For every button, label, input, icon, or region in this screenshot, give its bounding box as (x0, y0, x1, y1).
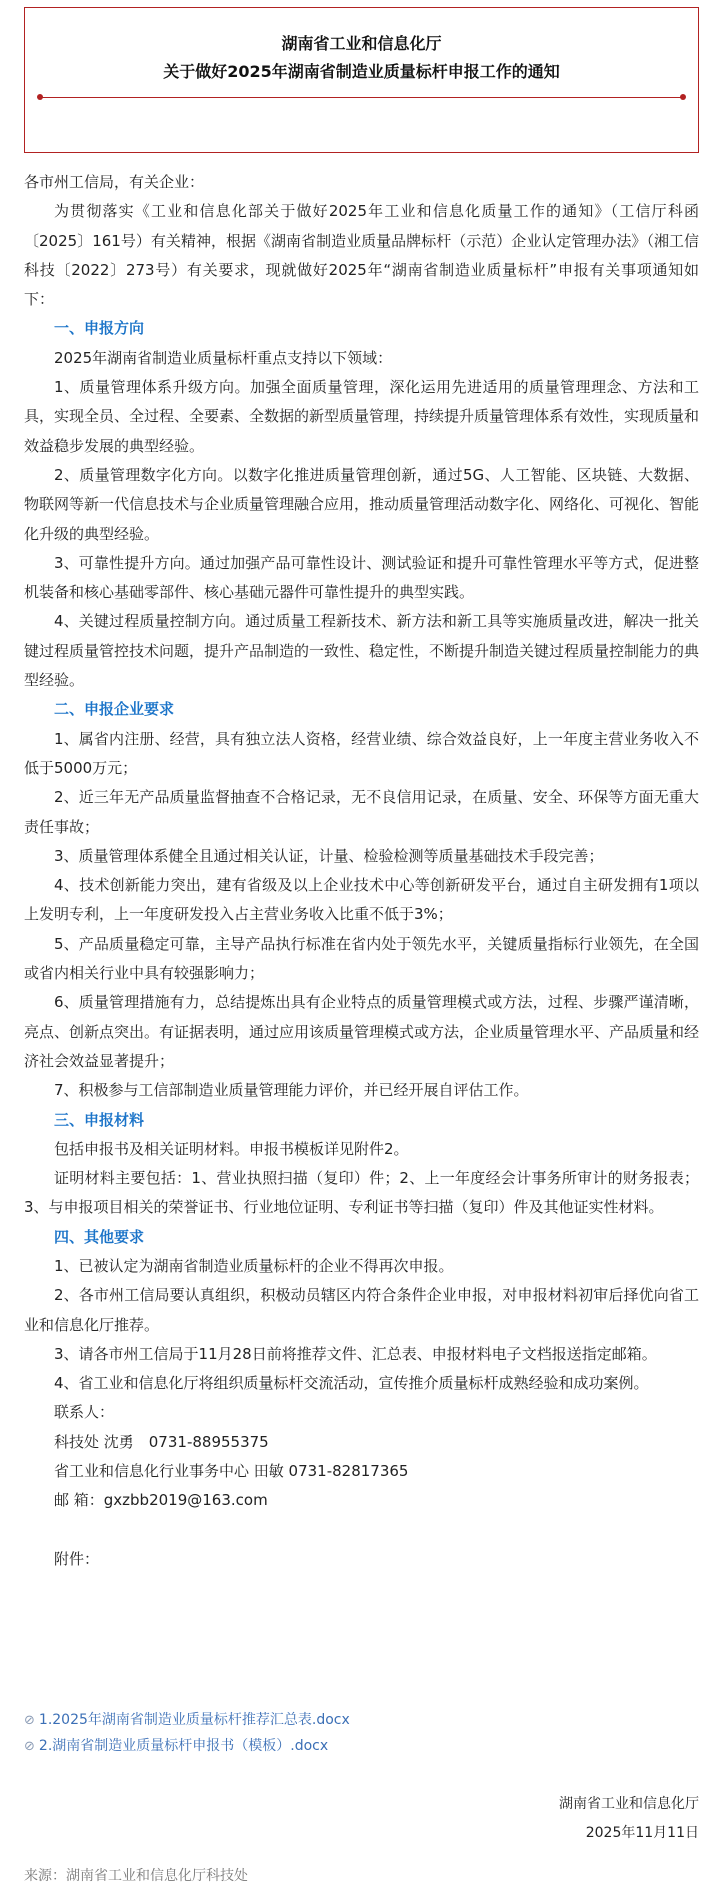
blank-line (24, 1516, 699, 1545)
section-3-item: 包括申报书及相关证明材料。申报书模板详见附件2。 (54, 1139, 409, 1158)
section-heading-4: 四、其他要求 (54, 1227, 145, 1246)
section-2-item: 7、积极参与工信部制造业质量管理能力评价，并已经开展自评估工作。 (54, 1081, 529, 1100)
signature-date: 2025年11月11日 (585, 1825, 699, 1841)
contact-1: 科技处 沈勇 0731-88955375 (54, 1432, 269, 1451)
signature-org: 湖南省工业和信息化厅 (559, 1796, 699, 1812)
section-1-item: 1、质量管理体系升级方向。加强全面质量管理，深化运用先进适用的质量管理理念、方法和工具，实现全员、全过程、全要素、全数据的新型质量管理，持续提升质量管理体系有效性，实现质量和效益稳步发展的典型经验。 (24, 378, 700, 455)
intro-paragraph: 为贯彻落实《工业和信息化部关于做好2025年工业和信息化质量工作的通知》（工信厅科函〔2025〕161号）有关精神，根据《湖南省制造业质量品牌标杆（示范）企业认定管理办法》（湘工信科技〔2022〕273号）有关要求，现就做好2025年“湖南省制造业质量标杆”申报有关事项通知如下： (24, 202, 699, 309)
contact-2: 省工业和信息化行业事务中心 田敏 0731-82817365 (54, 1462, 409, 1481)
section-1-item: 4、关键过程质量控制方向。通过质量工程新技术、新方法和新工具等实施质量改进，解决一批关键过程质量管控技术问题，提升产品制造的一致性、稳定性，不断提升制造关键过程质量控制能力的典型经验。 (24, 612, 700, 690)
attachment-filename: 2.湖南省制造业质量标杆申报书（模板）.docx (38, 1738, 329, 1754)
header-divider (39, 97, 684, 98)
section-2-item: 5、产品质量稳定可靠，主导产品执行标准在省内处于领先水平，关键质量指标行业领先，在全国或省内相关行业中具有较强影响力； (24, 934, 699, 983)
section-4-item: 1、已被认定为湖南省制造业质量标杆的企业不得再次申报。 (54, 1256, 454, 1275)
attachment-link-2[interactable] (24, 1736, 328, 1757)
divider-dot-left (37, 94, 43, 100)
section-1-item: 2、质量管理数字化方向。以数字化推进质量管理创新，通过5G、人工智能、区块链、大数据、物联网等新一代信息技术与企业质量管理融合应用，推动质量管理活动数字化、网络化、可视化、智能化升级的典型经验。 (24, 465, 700, 543)
section-2-item: 6、质量管理措施有力，总结提炼出具有企业特点的质量管理模式或方法，过程、步骤严谨清晰，亮点、创新点突出。有证据表明，通过应用该质量管理模式或方法，企业质量管理水平、产品质量和经济社会效益显著提升； (24, 993, 700, 1070)
issuer-title: 湖南省工业和信息化厅 (281, 34, 442, 53)
contact-label: 联系人： (54, 1403, 115, 1422)
contact-email: 邮 箱：gxzbb2019@163.com (54, 1491, 268, 1510)
section-3-item: 证明材料主要包括：1、营业执照扫描（复印）件；2、上一年度经会计事务所审计的财务报表；3、与申报项目相关的荣誉证书、行业地位证明、专利证书等扫描（复印）件及其他证实性材料。 (24, 1169, 699, 1217)
section-2-item: 1、属省内注册、经营，具有独立法人资格，经营业绩、综合效益良好，上一年度主营业务收入不低于5000万元； (24, 729, 699, 777)
section-1-intro: 2025年湖南省制造业质量标杆重点支持以下领域： (54, 348, 393, 367)
section-4-item: 4、省工业和信息化厅将组织质量标杆交流活动，宣传推介质量标杆成熟经验和成功案例。 (54, 1374, 649, 1393)
notice-header (24, 7, 699, 153)
section-4-item: 3、请各市州工信局于11月28日前将推荐文件、汇总表、申报材料电子文档报送指定邮箱。 (54, 1344, 657, 1363)
section-heading-3: 三、申报材料 (54, 1110, 145, 1129)
section-2-item: 4、技术创新能力突出，建有省级及以上企业技术中心等创新研发平台，通过自主研发拥有1项以上发明专利，上一年度研发投入占主营业务收入比重不低于3%； (24, 876, 699, 924)
source-line: 来源：湖南省工业和信息化厅科技处 (24, 1868, 248, 1884)
paperclip-icon: ⊘ (24, 1739, 35, 1754)
attachment-link-1[interactable] (24, 1710, 350, 1731)
section-4-item: 2、各市州工信局要认真组织，积极动员辖区内符合条件企业申报，对申报材料初审后择优向省工业和信息化厅推荐。 (24, 1286, 699, 1334)
attachments-label: 附件： (54, 1549, 100, 1568)
divider-dot-right (680, 94, 686, 100)
section-heading-1: 一、申报方向 (54, 319, 145, 338)
paperclip-icon: ⊘ (24, 1713, 35, 1728)
notice-title: 关于做好2025年湖南省制造业质量标杆申报工作的通知 (163, 62, 560, 81)
section-heading-2: 二、申报企业要求 (54, 700, 175, 719)
section-2-item: 3、质量管理体系健全且通过相关认证，计量、检验检测等质量基础技术手段完善； (54, 846, 604, 865)
section-2-item: 2、近三年无产品质量监督抽查不合格记录，无不良信用记录，在质量、安全、环保等方面无重大责任事故； (24, 788, 699, 836)
section-1-item: 3、可靠性提升方向。通过加强产品可靠性设计、测试验证和提升可靠性管理水平等方式，促进整机装备和核心基础零部件、核心基础元器件可靠性提升的典型实践。 (24, 553, 699, 602)
notice-body (24, 168, 699, 1574)
attachment-filename: 1.2025年湖南省制造业质量标杆推荐汇总表.docx (38, 1712, 350, 1728)
salutation: 各市州工信局，有关企业： (24, 173, 205, 191)
